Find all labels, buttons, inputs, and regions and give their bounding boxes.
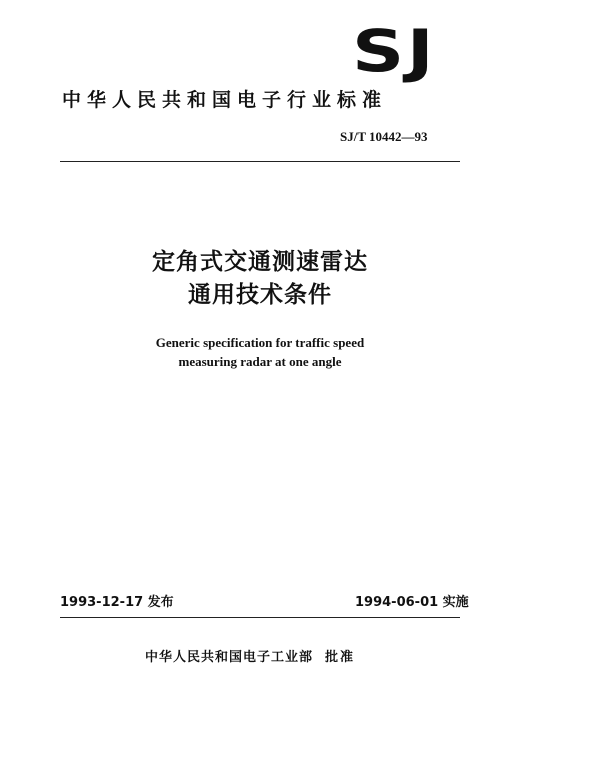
document-title-chinese <box>100 246 420 312</box>
approving-department: 中华人民共和国电子工业部 <box>145 650 314 665</box>
title-chinese-line-1: 定角式交通测速雷达 <box>152 249 368 275</box>
title-english-line-1: Generic specification for traffic speed <box>155 335 365 350</box>
approval-line <box>145 651 355 664</box>
document-title-english <box>100 333 420 371</box>
issuing-organization: 中华人民共和国电子行业标准 <box>62 89 388 111</box>
title-chinese-line-2: 通用技术条件 <box>188 282 332 308</box>
header-divider <box>60 161 460 162</box>
title-english-line-2: measuring radar at one angle <box>178 354 342 369</box>
issue-date: 1993-12-17 发布 <box>60 595 174 610</box>
effective-date: 1994-06-01 实施 <box>355 595 469 610</box>
footer-divider <box>60 617 460 618</box>
sj-logo: SJ <box>352 17 437 85</box>
approval-action: 批准 <box>325 650 356 665</box>
standard-number: SJ/T 10442—93 <box>340 129 428 144</box>
